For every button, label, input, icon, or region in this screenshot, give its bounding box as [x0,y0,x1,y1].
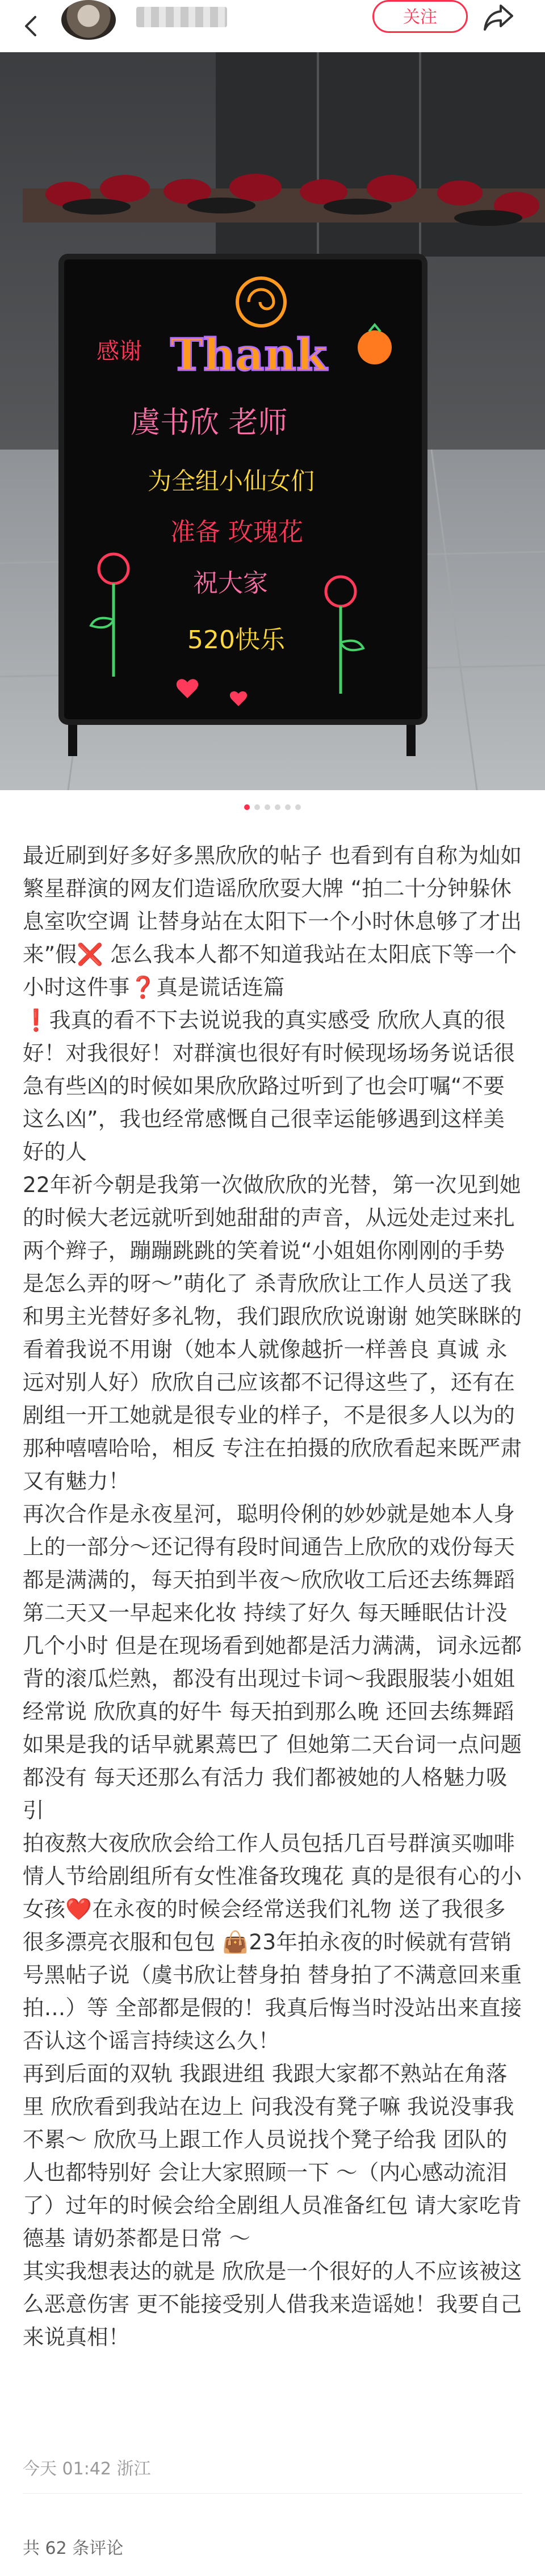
follow-button[interactable]: 关注 [372,0,468,33]
heart-icon: ❤️ [65,1897,93,1921]
username-blurred[interactable] [136,7,227,27]
board-line-7: 520快乐 [187,626,285,655]
divider [23,2493,522,2494]
carousel-dot[interactable] [244,804,250,810]
comment-count[interactable]: 共 62 条评论 [23,2539,124,2558]
board-line-5: 准备 玫瑰花 [170,518,303,547]
carousel-dot[interactable] [254,804,260,810]
carousel-indicator [0,802,545,813]
post-body [23,839,522,2353]
paragraph-5: 再到后面的双轨 我跟进组 我跟大家都不熟站在角落里 欣欣看到我站在边上 问我没有凳子嘛 我说没事我不累～ 欣欣马上跟工作人员说找个凳子给我 团队的人也都特别好 会让大家照顾一下 ～（内心感动流泪了）过年的时候会给全剧组人员准备红包 请大家吃肯德基 请奶茶都是日常 ～ [23,2061,522,2251]
question-mark-icon: ❓ [129,975,157,1000]
board-line-6: 祝大家 [193,569,268,598]
exclamation-mark-icon: ❗ [23,1008,49,1033]
avatar[interactable] [61,0,116,40]
share-arrow-icon[interactable] [483,3,514,32]
paragraph-1: 最近刷到好多好多黑欣欣的帖子 也看到有自称为灿如繁星群演的网友们造谣欣欣耍大牌 “拍二十分钟躲休息室吹空调 让替身站在太阳下一个小时休息够了才出来”假❌ 怎么我本人都不知道我站在太阳底下等一个小时这件事❓真是谎话连篇 ❗我真的看不下去说说我的真实感受 欣欣人真的很好！对我很好！对群演也很好有时候现场场务说话很急有些凶的时候如果欣欣路过听到了也会叮嘱“不要这么凶”，我也经常感慨自己很幸运能够遇到这样美好的人 [23,843,522,1164]
handbag-icon: 👜 [222,1929,249,1954]
chalkboard-photo [0,52,545,790]
board-line-2: Thank [170,329,328,381]
carousel-dot[interactable] [265,804,270,810]
paragraph-6: 其实我想表达的就是 欣欣是一个很好的人不应该被这么恶意伤害 更不能接受别人借我来造谣她！我要自己来说真相！ [23,2259,522,2350]
board-line-1: 感谢 [97,338,142,364]
paragraph-4: 拍夜熬大夜欣欣会给工作人员包括几百号群演买咖啡 情人节给剧组所有女性准备玫瑰花 真的是很有心的小女孩❤️在永夜的时候会经常送我们礼物 送了我很多很多漂亮衣服和包包 👜23年拍永夜的时候就有营销号黑帖子说（虞书欣让替身拍 替身拍了不满意回来重拍…）等 全部都是假的！我真后悔当时没站出来直接否认这个谣言持续这么久！ [23,1831,522,2053]
carousel-dot[interactable] [285,804,291,810]
carousel-dot[interactable] [295,804,301,810]
top-bar [0,0,545,52]
paragraph-2: 22年祈今朝是我第一次做欣欣的光替，第一次见到她的时候大老远就听到她甜甜的声音，从远处走过来扎两个辫子，蹦蹦跳跳的笑着说“小姐姐你刚刚的手势是怎么弄的呀～”萌化了 杀青欣欣让工作人员送了我和男主光替好多礼物，我们跟欣欣说谢谢 她笑眯眯的看着我说不用谢（她本人就像越折一样善良 真诚 永远对别人好）欣欣自己应该都不记得这些了，还有在剧组一开工她就是很专业的样子，不是很多人以为的那种嘻嘻哈哈，相反 专注在拍摄的欣欣看起来既严肃又有魅力！ [23,1172,522,1493]
post-photo[interactable] [0,52,545,790]
cross-mark-icon: ❌ [77,942,103,967]
post-timestamp: 今天 01:42 浙江 [23,2459,151,2479]
board-line-4: 为全组小仙女们 [148,467,315,495]
chevron-left-icon[interactable] [20,15,43,37]
carousel-dot[interactable] [275,804,280,810]
board-line-3: 虞书欣 老师 [131,406,288,440]
paragraph-3: 再次合作是永夜星河，聪明伶俐的妙妙就是她本人身上的一部分～还记得有段时间通告上欣欣的戏份每天都是满满的，每天拍到半夜～欣欣收工后还去练舞蹈 第二天又一早起来化妆 持续了好久 每天睡眠估计没几个小时 但是在现场看到她都是活力满满，词永远都背的滚瓜烂熟，都没有出现过卡词～我跟服装小姐姐经常说 欣欣真的好牛 每天拍到那么晚 还回去练舞蹈 如果是我的话早就累蔫巴了 但她第二天台词一点问题都没有 每天还那么有活力 我们都被她的人格魅力吸引 [23,1501,522,1823]
